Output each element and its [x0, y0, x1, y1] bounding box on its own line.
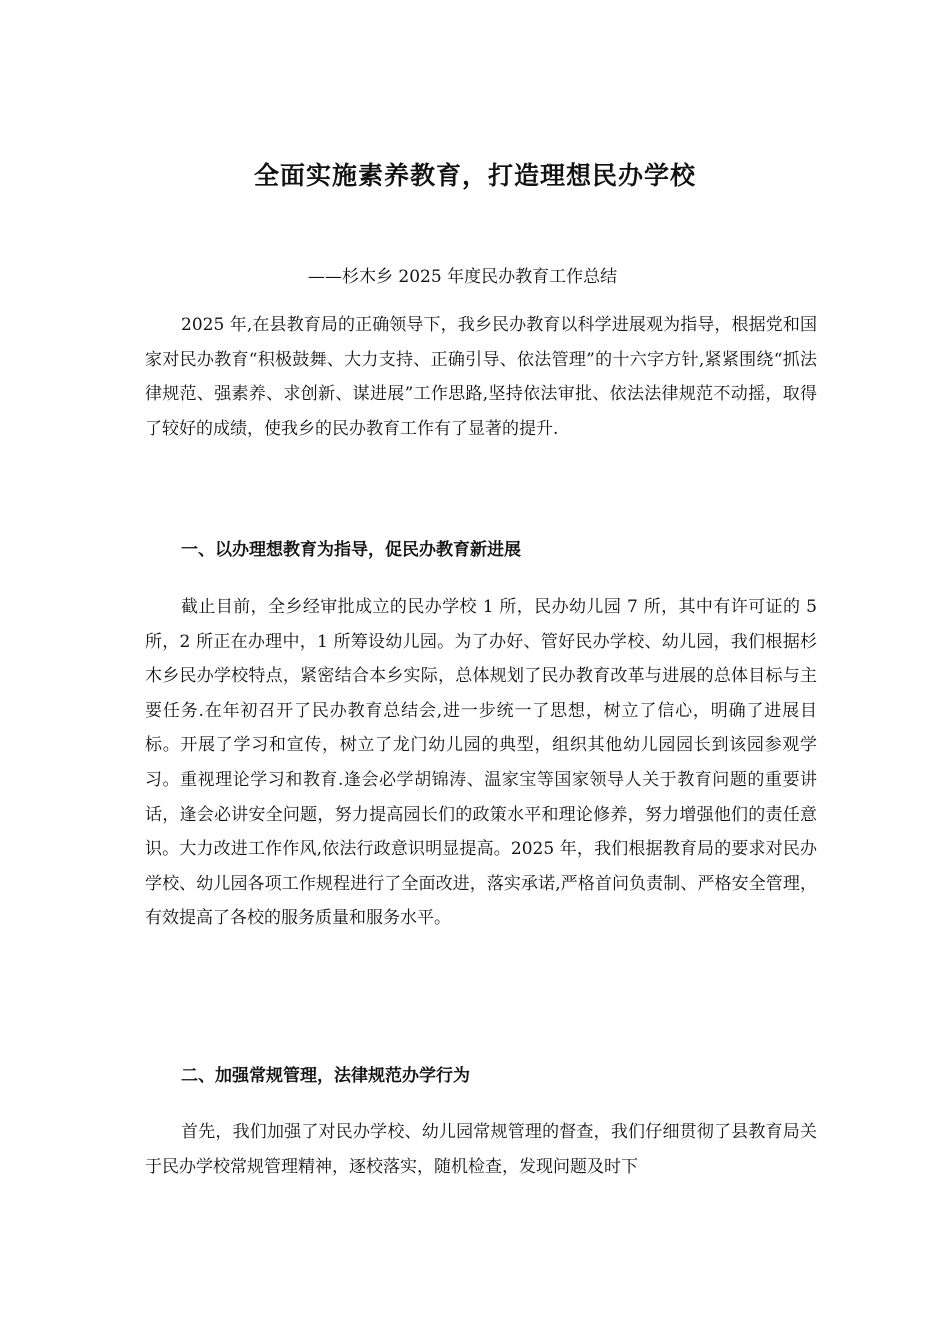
section-body-1: 截止目前，全乡经审批成立的民办学校 1 所，民办幼儿园 7 所，其中有许可证的 5 所，2 所正在办理中，1 所筹设幼儿园。为了办好、管好民办学校、幼儿园，我们根据杉木乡民办学校特点，紧密结合本乡实际，总体规划了民办教育改革与进展的总体目标与主要任务.在年初召开了民办教育总结会,进一步统一了思想，树立了信心，明确了进展目标。开展了学习和宣传，树立了龙门幼儿园的典型，组织其他幼儿园园长到该园参观学习。重视理论学习和教育.逢会必学胡锦涛、温家宝等国家领导人关于教育问题的重要讲话，逢会必讲安全问题，努力提高园长们的政策水平和理论修养，努力增强他们的责任意识。大力改进工作作风,依法行政意识明显提高。2025 年，我们根据教育局的要求对民办学校、幼儿园各项工作规程进行了全面改进，落实承诺,严格首问负责制、严格安全管理，有效提高了各校的服务质量和服务水平。: [145, 597, 817, 929]
section-heading-2: 二、加强常规管理，法律规范办学行为: [181, 1066, 470, 1086]
document-subtitle: ——杉木乡 2025 年度民办教育工作总结: [308, 267, 618, 287]
section-body-2: 首先，我们加强了对民办学校、幼儿园常规管理的督查，我们仔细贯彻了县教育局关于民办学校常规管理精神，逐校落实，随机检查，发现问题及时下: [145, 1122, 817, 1177]
document-title: 全面实施素养教育，打造理想民办学校: [253, 161, 696, 190]
section-heading-1: 一、以办理想教育为指导，促民办教育新进展: [181, 540, 521, 560]
intro-paragraph: 2025 年,在县教育局的正确领导下，我乡民办教育以科学进展观为指导，根据党和国家对民办教育“积极鼓舞、大力支持、正确引导、依法管理”的十六字方针,紧紧围绕“抓法律规范、强素养、求创新、谋进展”工作思路,坚持依法审批、依法法律规范不动摇，取得了较好的成绩，使我乡的民办教育工作有了显著的提升.: [145, 315, 817, 439]
